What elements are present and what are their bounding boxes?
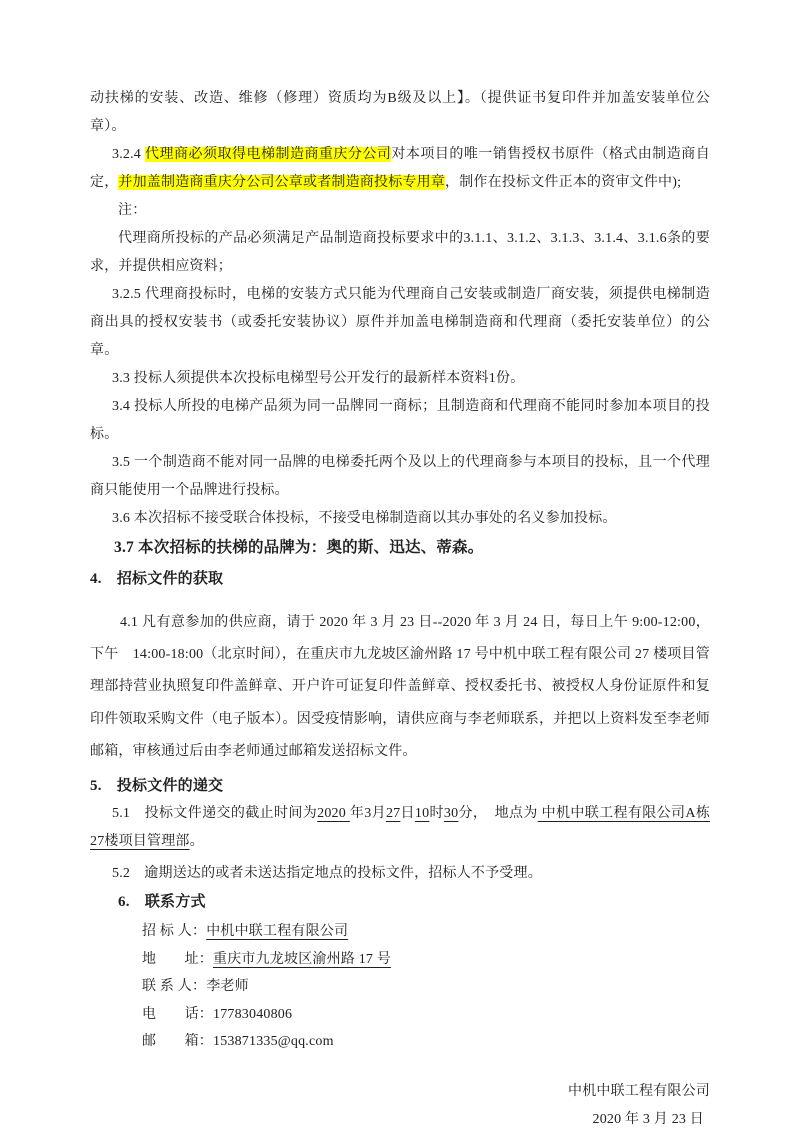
text-run: 5.1 投标文件递交的截止时间为 xyxy=(112,806,318,822)
text-run: 对本项目的唯一销售授权书原件（格式由制造商自定， xyxy=(90,147,710,190)
underlined-text: 中机中联工程有限公司 xyxy=(206,924,349,940)
clause-4-1 xyxy=(90,607,710,768)
text-run: 3.5 一个制造商不能对同一品牌的电梯委托两个及以上的代理商参与本项目的投标，且一个代理商只能使用一个品牌进行投标。 xyxy=(90,455,710,498)
text-run: 代理商所投标的产品必须满足产品制造商投标要求中的3.1.1、3.1.2、3.1.3、3.1.4、3.1.6条的要求，并提供相应资料； xyxy=(90,231,710,274)
text-run: ，制作在投标文件正本的资审文件中); xyxy=(445,175,682,190)
section-5-heading xyxy=(90,772,710,800)
text-run: 5.2 逾期送达的或者未送达指定地点的投标文件，招标人不予受理。 xyxy=(112,866,542,882)
text-run: 3.2.5 代理商投标时，电梯的安装方式只能为代理商自己安装或制造厂商安装，须提供电梯制造商出具的授权安装书（或委托安装协议）原件并加盖电梯制造商和代理商（委托安装单位）的公章。 xyxy=(90,287,710,358)
clause-3-2-4 xyxy=(90,141,710,197)
text-run: 153871335@qq.com xyxy=(213,1034,334,1050)
underlined-text: 27 xyxy=(385,806,401,822)
text-run: 4. 招标文件的获取 xyxy=(90,571,224,587)
text-run: 3.6 本次招标不接受联合体投标，不接受电梯制造商以其办事处的名义参加投标。 xyxy=(112,511,617,526)
contact-address xyxy=(90,946,710,974)
contact-person xyxy=(90,973,710,1001)
text-run: 6. 联系方式 xyxy=(118,894,206,911)
text-run: 动扶梯的安装、改造、维修（修理）资质均为B级及以上】。（提供证书复印件并加盖安装单位公章）。 xyxy=(90,91,710,134)
underlined-text: 中机中联工程有限公司A栋27楼项目管理部 xyxy=(90,806,711,850)
text-run: 联 系 人： xyxy=(142,979,207,995)
text-run: 3.3 投标人须提供本次投标电梯型号公开发行的最新样本资料1份。 xyxy=(112,371,525,386)
clause-5-2 xyxy=(90,860,710,888)
underlined-text: 重庆市九龙坡区渝州路 17 号 xyxy=(213,951,391,967)
clause-3-5 xyxy=(90,449,710,505)
document-body xyxy=(90,85,710,1056)
signature-company: 中机中联工程有限公司 xyxy=(568,1083,710,1099)
text-run: 3.7 本次招标的扶梯的品牌为：奥的斯、迅达、蒂森。 xyxy=(114,539,484,556)
underlined-text: 10 xyxy=(414,806,430,822)
text-run: 电 话： xyxy=(142,1006,213,1022)
text-run: 17783040806 xyxy=(213,1006,293,1022)
text-run: 4.1 凡有意参加的供应商，请于 2020 年 3 月 23 日--2020 年 3 月 24 日，每日上午 9:00-12:00，下午 14:00-18:00（北京时间），在重庆市九龙坡区渝州路 17 号中机中联工程有限公司 27 楼项目管理部持营业执照复印件盖鲜章、开户许可证复印件盖鲜章、授权委托书、被授权人身份证原件和复印件领取采购文件（电子版本）。因受疫情影响，请供应商与李老师联系，并把以上资料发至李老师邮箱，审核通过后由李老师通过邮箱发送招标文件。 xyxy=(90,615,710,759)
note-label xyxy=(90,197,710,225)
clause-3-4 xyxy=(90,393,710,449)
text-run: 李老师 xyxy=(206,979,249,995)
text-run: 分， 地点为 xyxy=(458,806,538,822)
text-run: 地 址： xyxy=(142,951,213,967)
highlighted-text: 代理商必须取得电梯制造商重庆分公司 xyxy=(145,147,392,162)
text-run: 。 xyxy=(189,834,204,850)
underlined-text: 30 xyxy=(443,806,459,822)
section-4-heading xyxy=(90,565,710,593)
text-run: 注： xyxy=(118,203,147,218)
text-run: 时 xyxy=(429,806,444,822)
signature-block xyxy=(90,1078,710,1134)
text-run: 年3月 xyxy=(349,806,386,822)
text-run: 日 xyxy=(400,806,415,822)
clause-3-6 xyxy=(90,505,710,533)
clause-3-3 xyxy=(90,365,710,393)
note-body xyxy=(90,225,710,281)
text-run: 邮 箱： xyxy=(142,1034,213,1050)
continuation-paragraph xyxy=(90,85,710,141)
highlighted-text: 并加盖制造商重庆分公司公章或者制造商投标专用章 xyxy=(118,175,446,190)
clause-3-7 xyxy=(90,533,710,563)
underlined-text: 2020 xyxy=(317,806,350,822)
clause-3-2-5 xyxy=(90,281,710,365)
clause-5-1 xyxy=(90,800,710,856)
contact-email xyxy=(90,1028,710,1056)
text-run: 5. 投标文件的递交 xyxy=(90,778,224,795)
text-run: 3.2.4 xyxy=(112,147,145,162)
contact-bidder xyxy=(90,918,710,946)
signature-date: 2020 年 3 月 23 日 xyxy=(592,1111,704,1127)
text-run: 招 标 人： xyxy=(142,924,207,940)
text-run: 3.4 投标人所投的电梯产品须为同一品牌同一商标；且制造商和代理商不能同时参加本项目的投标。 xyxy=(90,399,710,442)
contact-phone xyxy=(90,1001,710,1029)
section-6-heading xyxy=(90,888,710,916)
